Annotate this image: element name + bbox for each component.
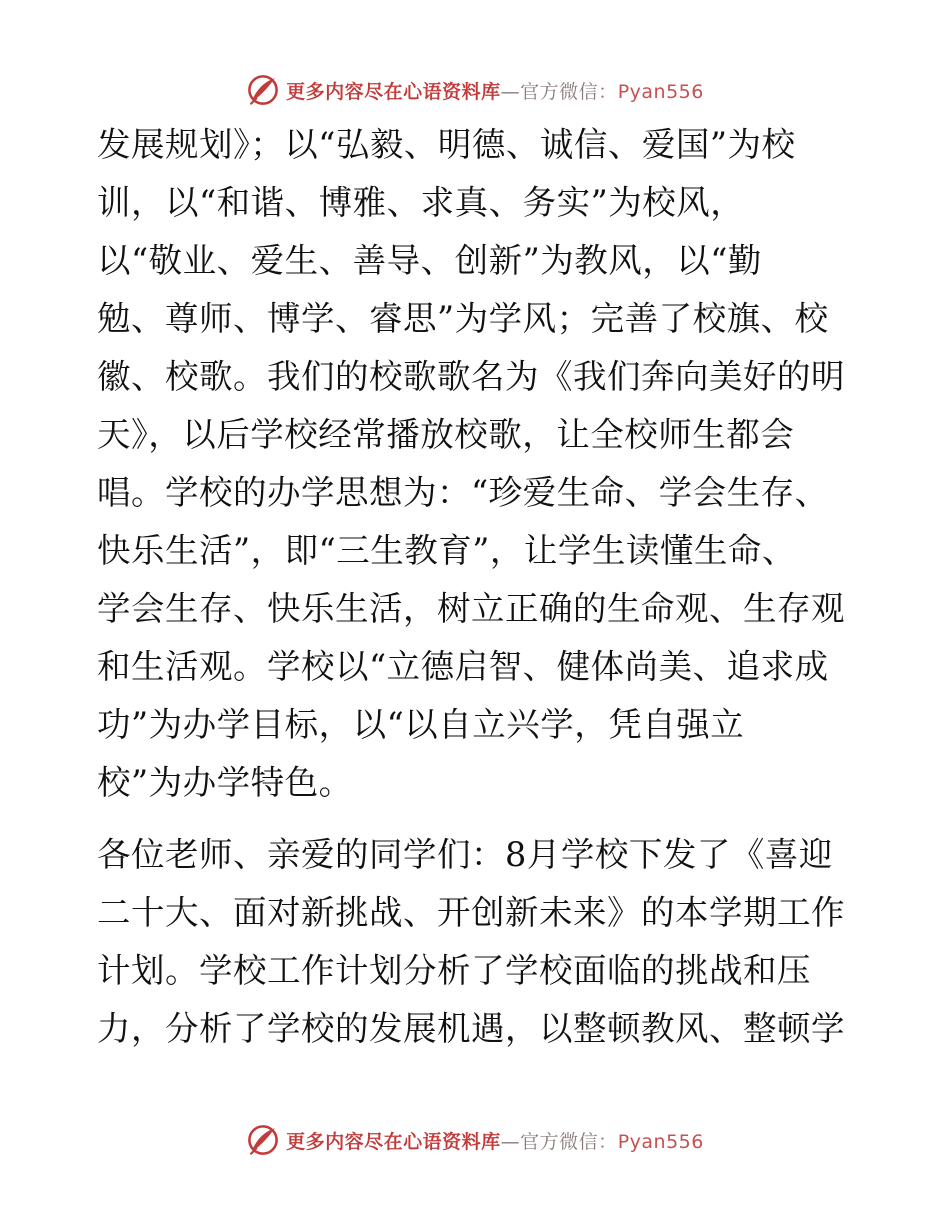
text-line: 二十大、面对新挑战、开创新未来》的本学期工作 [97, 893, 845, 932]
footer-banner-content [246, 1123, 704, 1157]
banner-brand-text: 更多内容尽在心语资料库 [286, 80, 501, 103]
footer-banner [0, 1120, 950, 1160]
banner-contact-label: 官方微信： [520, 80, 618, 103]
text-line: 校”为办学特色。 [97, 763, 353, 802]
banner-contact-id: Pyan556 [617, 1130, 704, 1153]
text-line: 以“敬业、爱生、善导、创新”为教风，以“勤 [97, 241, 762, 280]
text-line: 和生活观。学校以“立德启智、健体尚美、追求成 [97, 647, 829, 686]
text-line: 天》，以后学校经常播放校歌，让全校师生都会 [97, 415, 795, 454]
banner-separator: — [500, 1130, 521, 1153]
red-quill-logo-icon [246, 73, 280, 107]
text-line: 发展规划》；以“弘毅、明德、诚信、爱国”为校 [97, 125, 796, 164]
header-banner [0, 70, 950, 110]
paragraph-1 [97, 116, 857, 812]
banner-separator: — [500, 80, 521, 103]
text-line: 训，以“和谐、博雅、求真、务实”为校风， [97, 183, 745, 222]
banner-contact-label: 官方微信： [520, 1130, 618, 1153]
banner-brand-text: 更多内容尽在心语资料库 [286, 1130, 501, 1153]
text-line: 学会生存、快乐生活，树立正确的生命观、生存观 [97, 589, 845, 628]
text-line: 各位老师、亲爱的同学们：8月学校下发了《喜迎 [97, 835, 833, 874]
text-line: 勉、尊师、博学、睿思”为学风；完善了校旗、校 [97, 299, 829, 338]
paragraph-spacer [97, 812, 857, 826]
text-line: 功”为办学目标，以“以自立兴学，凭自强立 [97, 705, 745, 744]
paragraph-2 [97, 826, 857, 1058]
text-line: 快乐生活”，即“三生教育”，让学生读懂生命、 [97, 531, 796, 570]
text-line: 唱。学校的办学思想为：“珍爱生命、学会生存、 [97, 473, 829, 512]
document-body [97, 116, 857, 1058]
text-line: 计划。学校工作计划分析了学校面临的挑战和压 [97, 951, 811, 990]
text-line: 力，分析了学校的发展机遇，以整顿教风、整顿学 [97, 1009, 845, 1048]
banner-contact-id: Pyan556 [617, 80, 704, 103]
text-line: 徽、校歌。我们的校歌歌名为《我们奔向美好的明 [97, 357, 845, 396]
header-banner-content [246, 73, 704, 107]
red-quill-logo-icon [246, 1123, 280, 1157]
